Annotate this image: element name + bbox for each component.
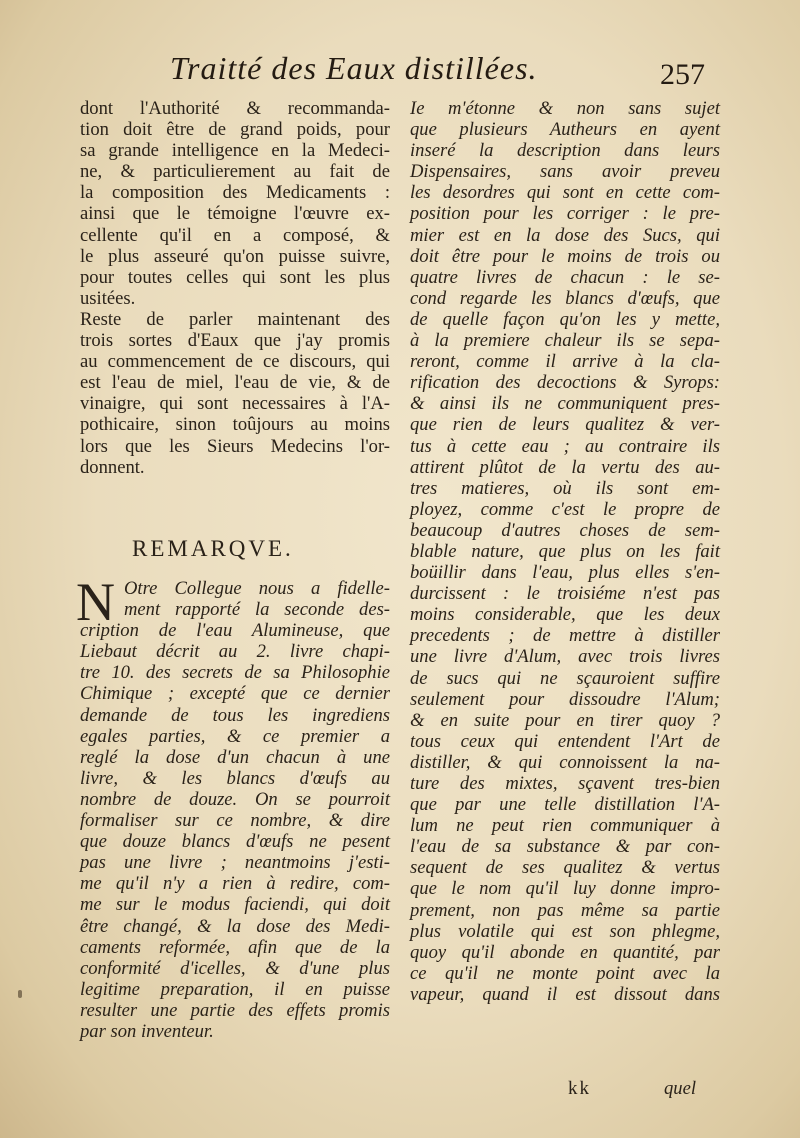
left-column <box>80 98 390 478</box>
text-line: trois sortes d'Eaux que j'ay promis <box>80 330 390 352</box>
text-line: mier est en la dose des Sucs, qui <box>410 224 720 246</box>
text-line: blable nature, que plus on les fait <box>410 540 720 562</box>
text-line: quoy qu'il abonde en quantité, par <box>410 941 720 963</box>
text-line: Liebaut décrit au 2. livre chapi- <box>80 641 390 663</box>
text-line: livre, & les blancs d'œufs au <box>80 767 390 789</box>
page-number: 257 <box>660 58 705 91</box>
text-line: usitées. <box>80 287 136 309</box>
text-line: une livre d'Alum, avec trois livres <box>410 646 720 668</box>
text-line: conformité d'icelles, & d'une plus <box>80 957 390 979</box>
text-line: que plusieurs Autheurs en ayent <box>410 119 720 141</box>
text-line: lum ne peut rien communiquer à <box>410 815 720 837</box>
text-line: seulement pour dissoudre l'Alum; <box>410 688 720 710</box>
text-line: attirent plûtot de la vertu des au- <box>410 456 720 478</box>
text-line: ture des mixtes, sçavent tres-bien <box>410 773 720 794</box>
text-line: legitime preparation, il en puisse <box>80 978 390 1000</box>
text-line: Dispensaires, sans avoir preveu <box>410 161 720 183</box>
text-line: cond regarde les blancs d'œufs, que <box>410 287 720 309</box>
text-line: doit être pour le moins de trois ou <box>410 245 720 267</box>
text-line: à la premiere chaleur ils se sepa- <box>410 330 720 352</box>
text-line: les desordres qui sont en cette com- <box>410 182 720 204</box>
text-line: de sucs qui ne sçauroient suffire <box>410 667 720 689</box>
text-line: ment rapporté la seconde des- <box>124 599 390 621</box>
text-line: Chimique ; excepté que ce dernier <box>80 683 390 705</box>
text-line: Otre Collegue nous a fidelle- <box>124 578 390 599</box>
text-line: de quelle façon qu'on les y mette, <box>410 308 720 330</box>
text-line: plus volatile qui est son phlegme, <box>410 920 720 942</box>
text-line: cellente qu'il en a composé, & <box>80 224 390 246</box>
page-edge-mark <box>18 990 22 998</box>
text-line: quatre livres de chacun : le se- <box>410 266 720 288</box>
text-line: tre 10. des secrets de sa Philosophie <box>80 662 390 684</box>
text-line: position pour les corriger : le pre- <box>410 203 720 225</box>
text-line: cription de l'eau Alumineuse, que <box>80 620 390 642</box>
text-line: lors que les Sieurs Medecins l'or- <box>80 435 390 457</box>
text-line: distiller, & qui connoissent la na- <box>410 751 720 773</box>
text-line: ne, & particulierement au fait de <box>80 161 390 183</box>
text-line: & en suite pour en tirer quoy ? <box>410 709 720 731</box>
text-line: dont l'Authorité & recommanda- <box>80 98 390 119</box>
text-line: Ie m'étonne & non sans sujet <box>410 98 720 119</box>
text-line: Reste de parler maintenant des <box>80 308 390 330</box>
text-line: la composition des Medicaments : <box>80 182 390 204</box>
text-line: pothicaire, sinon toûjours au moins <box>80 414 390 436</box>
text-line: inseré la description dans leurs <box>410 140 720 162</box>
text-line: ce qu'il ne monte point avec la <box>410 962 720 984</box>
text-line: que douze blancs d'œufs ne pesent <box>80 831 390 853</box>
text-line: tion doit être de grand poids, pour <box>80 119 390 141</box>
text-line: tres matieres, où ils sont em- <box>410 477 720 499</box>
text-line: être changé, & la dose des Medi- <box>80 915 390 937</box>
text-line: au commencement de ce discours, qui <box>80 351 390 373</box>
text-line: caments reformée, afin que de la <box>80 936 390 958</box>
text-line: beaucoup d'autres choses de sem- <box>410 519 720 541</box>
signature-mark: kk <box>568 1078 591 1099</box>
text-line: resulter une partie des effets promis <box>80 999 390 1021</box>
text-line: pas une livre ; neantmoins j'esti- <box>80 852 390 874</box>
text-line: & ainsi ils ne communiquent pres- <box>410 393 720 415</box>
text-line: sa grande intelligence en la Medeci- <box>80 140 390 162</box>
text-line: que par une telle distillation l'A- <box>410 794 720 816</box>
catchword: quel <box>664 1078 697 1099</box>
text-line: boüillir dans l'eau, plus elles s'en- <box>410 562 720 584</box>
text-line: me sur le modus faciendi, qui doit <box>80 894 390 916</box>
remark-heading: REMARQVE. <box>132 536 294 561</box>
text-line: nombre de douze. On se pourroit <box>80 788 390 810</box>
text-line: pour toutes celles qui sont les plus <box>80 266 390 288</box>
text-line: durcissent : le troisiéme n'est pas <box>410 583 720 605</box>
text-line: est l'eau de miel, l'eau de vie, & de <box>80 372 390 394</box>
right-column <box>410 98 720 1005</box>
text-line: par son inventeur. <box>80 1020 214 1042</box>
text-line: reglé la dose d'un chacun à une <box>80 746 390 768</box>
text-line: precedents ; de mettre à distiller <box>410 625 720 647</box>
text-line: reront, comme il arrive à la cla- <box>410 351 720 373</box>
text-line: tous ceux qui entendent l'Art de <box>410 730 720 752</box>
text-line: rification des decoctions & Syrops: <box>410 372 720 394</box>
text-line: l'eau de sa substance & par con- <box>410 836 720 858</box>
text-line: que rien de leurs qualitez & ver- <box>410 414 720 436</box>
text-line: donnent. <box>80 456 145 478</box>
text-line: formaliser sur ce nombre, & dire <box>80 810 390 832</box>
text-line: le plus asseuré qu'on puisse suivre, <box>80 245 390 267</box>
text-line: demande de tous les ingrediens <box>80 704 390 726</box>
text-line: ainsi que le témoigne l'œuvre ex- <box>80 203 390 225</box>
text-line: vinaigre, qui sont necessaires à l'A- <box>80 393 390 415</box>
text-line: ployez, comme c'est le propre de <box>410 498 720 520</box>
text-line: vapeur, quand il est dissout dans <box>410 983 720 1005</box>
text-line: prement, non pas même sa partie <box>410 899 720 921</box>
text-line: tus à cette eau ; au contraire ils <box>410 435 720 457</box>
drop-cap: N <box>76 572 115 632</box>
text-line: me qu'il n'y a rien à redire, com- <box>80 873 390 895</box>
remark-body <box>80 578 390 1042</box>
text-line: sequent de ses qualitez & vertus <box>410 857 720 879</box>
text-line: que le nom qu'il luy donne impro- <box>410 878 720 900</box>
text-line: moins considerable, que les deux <box>410 604 720 626</box>
text-line: egales parties, & ce premier a <box>80 725 390 747</box>
running-head: Traitté des Eaux distillées. <box>170 50 538 86</box>
